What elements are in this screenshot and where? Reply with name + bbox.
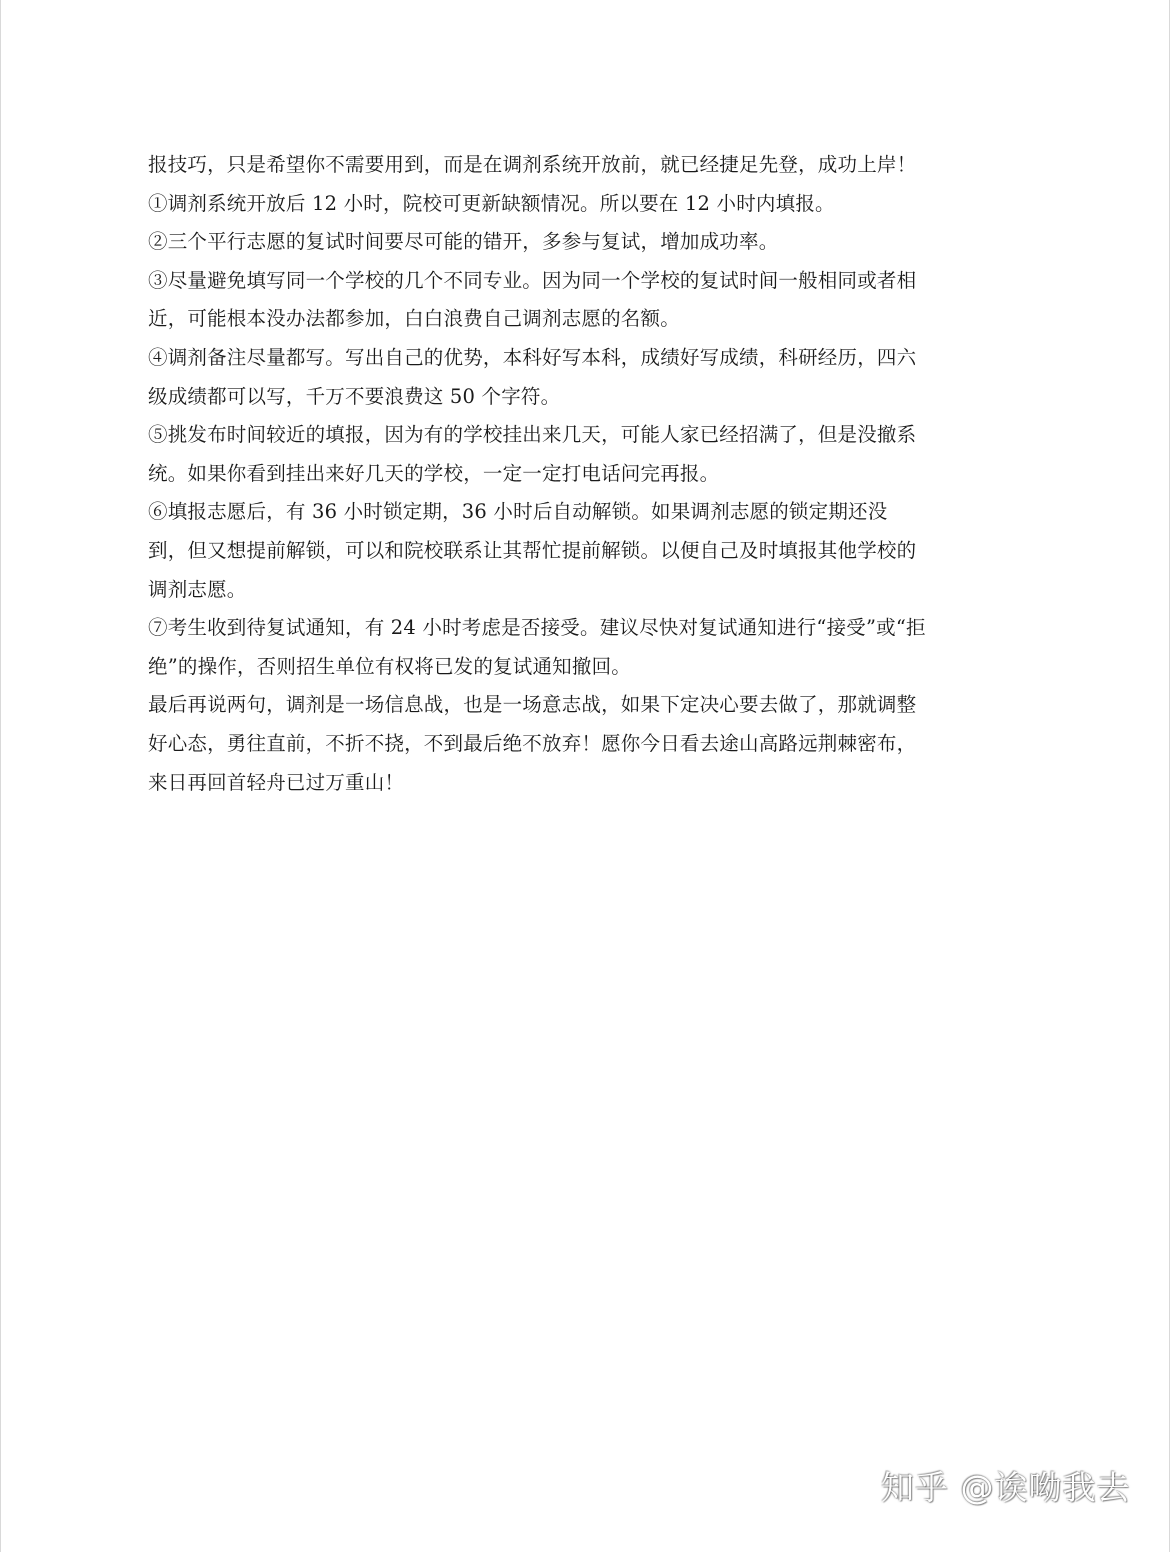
text-line-intro-end: 报技巧，只是希望你不需要用到，而是在调剂系统开放前，就已经捷足先登，成功上岸！: [148, 153, 917, 176]
text-line-closing-end: 来日再回首轻舟已过万重山！: [148, 770, 405, 794]
text-line-tip-6: ⑥填报志愿后，有 36 小时锁定期，36 小时后自动解锁。如果调剂志愿的锁定期还没: [148, 500, 888, 524]
text-line-tip-7-cont: 绝”的操作，否则招生单位有权将已发的复试通知撤回。: [148, 654, 631, 678]
text-line-tip-1: ①调剂系统开放后 12 小时，院校可更新缺额情况。所以要在 12 小时内填报。: [148, 191, 835, 215]
text-line-tip-5-cont: 统。如果你看到挂出来好几天的学校，一定一定打电话问完再报。: [148, 461, 720, 485]
text-line-tip-6-cont: 到，但又想提前解锁，可以和院校联系让其帮忙提前解锁。以便自己及时填报其他学校的: [148, 538, 917, 562]
text-line-tip-2: ②三个平行志愿的复试时间要尽可能的错开，多参与复试，增加成功率。: [148, 230, 779, 254]
text-line-tip-3-cont: 近，可能根本没办法都参加，白白浪费自己调剂志愿的名额。: [148, 307, 680, 331]
text-line-tip-6-cont2: 调剂志愿。: [148, 577, 247, 601]
text-line-closing: 最后再说两句，调剂是一场信息战，也是一场意志战，如果下定决心要去做了，那就调整: [148, 693, 917, 717]
text-line-tip-7: ⑦考生收到待复试通知，有 24 小时考虑是否接受。建议尽快对复试通知进行“接受”或“拒: [148, 616, 926, 640]
document-body: [148, 146, 1008, 802]
text-line-tip-3: ③尽量避免填写同一个学校的几个不同专业。因为同一个学校的复试时间一般相同或者相: [148, 268, 917, 292]
text-line-tip-4-cont: 级成绩都可以写，千万不要浪费这 50 个字符。: [148, 384, 561, 408]
text-line-closing-cont: 好心态，勇往直前，不折不挠，不到最后绝不放弃！愿你今日看去途山高路远荆棘密布，: [148, 731, 917, 755]
zhihu-watermark: 知乎 @诶呦我去: [881, 1468, 1131, 1507]
text-line-tip-4: ④调剂备注尽量都写。写出自己的优势，本科好写本科，成绩好写成绩，科研经历，四六: [148, 345, 917, 369]
text-line-tip-5: ⑤挑发布时间较近的填报，因为有的学校挂出来几天，可能人家已经招满了，但是没撤系: [148, 423, 917, 447]
